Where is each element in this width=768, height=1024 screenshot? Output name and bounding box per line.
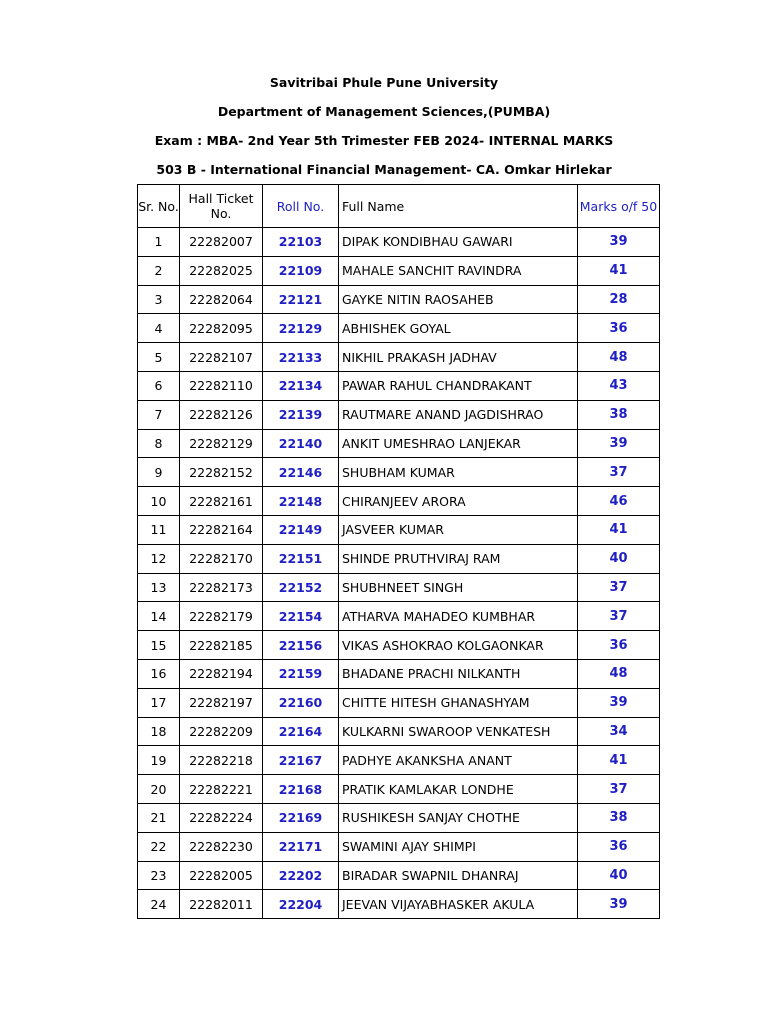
cell-marks: 38 (578, 803, 660, 832)
cell-sr-no: 16 (138, 659, 180, 688)
cell-roll-no: 22154 (263, 602, 339, 631)
cell-roll-no: 22151 (263, 544, 339, 573)
cell-full-name: MAHALE SANCHIT RAVINDRA (339, 256, 578, 285)
cell-full-name: CHIRANJEEV ARORA (339, 487, 578, 516)
table-row (138, 487, 660, 516)
cell-sr-no: 6 (138, 371, 180, 400)
cell-marks: 37 (578, 458, 660, 487)
cell-full-name: PRATIK KAMLAKAR LONDHE (339, 775, 578, 804)
cell-full-name: JASVEER KUMAR (339, 515, 578, 544)
cell-full-name: GAYKE NITIN RAOSAHEB (339, 285, 578, 314)
table-row (138, 746, 660, 775)
cell-roll-no: 22160 (263, 688, 339, 717)
cell-roll-no: 22149 (263, 515, 339, 544)
cell-sr-no: 3 (138, 285, 180, 314)
table-row (138, 228, 660, 257)
cell-marks: 41 (578, 515, 660, 544)
table-row (138, 688, 660, 717)
cell-hall-ticket: 22282197 (180, 688, 263, 717)
cell-full-name: BHADANE PRACHI NILKANTH (339, 659, 578, 688)
cell-roll-no: 22129 (263, 314, 339, 343)
cell-sr-no: 2 (138, 256, 180, 285)
cell-full-name: ATHARVA MAHADEO KUMBHAR (339, 602, 578, 631)
cell-roll-no: 22121 (263, 285, 339, 314)
table-row (138, 717, 660, 746)
cell-sr-no: 14 (138, 602, 180, 631)
cell-sr-no: 17 (138, 688, 180, 717)
cell-roll-no: 22202 (263, 861, 339, 890)
cell-marks: 41 (578, 746, 660, 775)
cell-sr-no: 13 (138, 573, 180, 602)
cell-hall-ticket: 22282209 (180, 717, 263, 746)
marks-table (137, 184, 660, 919)
cell-sr-no: 19 (138, 746, 180, 775)
table-row (138, 371, 660, 400)
cell-roll-no: 22152 (263, 573, 339, 602)
table-row (138, 256, 660, 285)
cell-hall-ticket: 22282007 (180, 228, 263, 257)
cell-hall-ticket: 22282126 (180, 400, 263, 429)
cell-roll-no: 22169 (263, 803, 339, 832)
department-title: Department of Management Sciences,(PUMBA) (217, 104, 551, 119)
cell-sr-no: 21 (138, 803, 180, 832)
cell-sr-no: 24 (138, 890, 180, 919)
table-row (138, 602, 660, 631)
cell-sr-no: 15 (138, 631, 180, 660)
cell-roll-no: 22159 (263, 659, 339, 688)
cell-full-name: SWAMINI AJAY SHIMPI (339, 832, 578, 861)
cell-marks: 28 (578, 285, 660, 314)
cell-hall-ticket: 22282218 (180, 746, 263, 775)
cell-roll-no: 22146 (263, 458, 339, 487)
cell-marks: 37 (578, 573, 660, 602)
cell-marks: 43 (578, 371, 660, 400)
column-header-roll-no: Roll No. (263, 185, 339, 228)
cell-roll-no: 22109 (263, 256, 339, 285)
cell-hall-ticket: 22282170 (180, 544, 263, 573)
cell-hall-ticket: 22282185 (180, 631, 263, 660)
cell-hall-ticket: 22282173 (180, 573, 263, 602)
column-header-sr-no: Sr. No. (138, 185, 180, 228)
cell-hall-ticket: 22282095 (180, 314, 263, 343)
cell-full-name: JEEVAN VIJAYABHASKER AKULA (339, 890, 578, 919)
cell-full-name: KULKARNI SWAROOP VENKATESH (339, 717, 578, 746)
cell-hall-ticket: 22282011 (180, 890, 263, 919)
cell-full-name: PADHYE AKANKSHA ANANT (339, 746, 578, 775)
cell-full-name: SHUBHNEET SINGH (339, 573, 578, 602)
cell-full-name: SHINDE PRUTHVIRAJ RAM (339, 544, 578, 573)
exam-title: Exam : MBA- 2nd Year 5th Trimester FEB 2024- INTERNAL MARKS (154, 133, 614, 148)
cell-roll-no: 22164 (263, 717, 339, 746)
cell-roll-no: 22133 (263, 343, 339, 372)
cell-marks: 36 (578, 832, 660, 861)
cell-hall-ticket: 22282107 (180, 343, 263, 372)
cell-sr-no: 22 (138, 832, 180, 861)
header-row (138, 185, 660, 228)
cell-full-name: NIKHIL PRAKASH JADHAV (339, 343, 578, 372)
column-header-full-name: Full Name (339, 185, 578, 228)
cell-hall-ticket: 22282224 (180, 803, 263, 832)
table-row (138, 285, 660, 314)
subject-title: 503 B - International Financial Management- CA. Omkar Hirlekar (156, 162, 612, 177)
cell-hall-ticket: 22282025 (180, 256, 263, 285)
cell-marks: 39 (578, 429, 660, 458)
cell-marks: 36 (578, 314, 660, 343)
table-row (138, 832, 660, 861)
cell-marks: 40 (578, 861, 660, 890)
cell-sr-no: 1 (138, 228, 180, 257)
table-row (138, 890, 660, 919)
column-header-hall-ticket: Hall Ticket No. (180, 185, 263, 228)
cell-hall-ticket: 22282179 (180, 602, 263, 631)
cell-full-name: RAUTMARE ANAND JAGDISHRAO (339, 400, 578, 429)
table-header (138, 185, 660, 228)
table-row (138, 631, 660, 660)
cell-full-name: CHITTE HITESH GHANASHYAM (339, 688, 578, 717)
cell-full-name: BIRADAR SWAPNIL DHANRAJ (339, 861, 578, 890)
cell-marks: 37 (578, 602, 660, 631)
table-row (138, 775, 660, 804)
table-row (138, 429, 660, 458)
cell-marks: 39 (578, 890, 660, 919)
cell-full-name: PAWAR RAHUL CHANDRAKANT (339, 371, 578, 400)
cell-sr-no: 23 (138, 861, 180, 890)
cell-full-name: DIPAK KONDIBHAU GAWARI (339, 228, 578, 257)
cell-marks: 40 (578, 544, 660, 573)
cell-sr-no: 8 (138, 429, 180, 458)
cell-roll-no: 22168 (263, 775, 339, 804)
cell-marks: 39 (578, 688, 660, 717)
cell-roll-no: 22139 (263, 400, 339, 429)
cell-marks: 36 (578, 631, 660, 660)
cell-hall-ticket: 22282230 (180, 832, 263, 861)
cell-roll-no: 22204 (263, 890, 339, 919)
cell-full-name: SHUBHAM KUMAR (339, 458, 578, 487)
cell-hall-ticket: 22282005 (180, 861, 263, 890)
cell-roll-no: 22156 (263, 631, 339, 660)
cell-sr-no: 10 (138, 487, 180, 516)
cell-hall-ticket: 22282194 (180, 659, 263, 688)
cell-sr-no: 7 (138, 400, 180, 429)
cell-sr-no: 4 (138, 314, 180, 343)
cell-roll-no: 22148 (263, 487, 339, 516)
cell-marks: 34 (578, 717, 660, 746)
table-row (138, 803, 660, 832)
cell-sr-no: 5 (138, 343, 180, 372)
cell-full-name: ANKIT UMESHRAO LANJEKAR (339, 429, 578, 458)
cell-full-name: RUSHIKESH SANJAY CHOTHE (339, 803, 578, 832)
cell-roll-no: 22167 (263, 746, 339, 775)
table-row (138, 573, 660, 602)
cell-marks: 39 (578, 228, 660, 257)
cell-roll-no: 22140 (263, 429, 339, 458)
cell-hall-ticket: 22282161 (180, 487, 263, 516)
cell-marks: 48 (578, 343, 660, 372)
cell-roll-no: 22134 (263, 371, 339, 400)
cell-sr-no: 12 (138, 544, 180, 573)
table-row (138, 400, 660, 429)
cell-hall-ticket: 22282110 (180, 371, 263, 400)
cell-hall-ticket: 22282129 (180, 429, 263, 458)
table-row (138, 515, 660, 544)
cell-hall-ticket: 22282152 (180, 458, 263, 487)
table-body (138, 228, 660, 919)
cell-sr-no: 9 (138, 458, 180, 487)
cell-hall-ticket: 22282164 (180, 515, 263, 544)
cell-roll-no: 22171 (263, 832, 339, 861)
table-row (138, 343, 660, 372)
table-row (138, 314, 660, 343)
table-row (138, 861, 660, 890)
column-header-marks: Marks o/f 50 (578, 185, 660, 228)
cell-marks: 37 (578, 775, 660, 804)
cell-marks: 41 (578, 256, 660, 285)
cell-full-name: VIKAS ASHOKRAO KOLGAONKAR (339, 631, 578, 660)
cell-sr-no: 11 (138, 515, 180, 544)
cell-marks: 48 (578, 659, 660, 688)
cell-full-name: ABHISHEK GOYAL (339, 314, 578, 343)
university-title: Savitribai Phule Pune University (269, 75, 499, 90)
cell-hall-ticket: 22282064 (180, 285, 263, 314)
cell-roll-no: 22103 (263, 228, 339, 257)
table-row (138, 659, 660, 688)
table-row (138, 458, 660, 487)
cell-marks: 46 (578, 487, 660, 516)
table-row (138, 544, 660, 573)
cell-hall-ticket: 22282221 (180, 775, 263, 804)
cell-marks: 38 (578, 400, 660, 429)
cell-sr-no: 18 (138, 717, 180, 746)
cell-sr-no: 20 (138, 775, 180, 804)
